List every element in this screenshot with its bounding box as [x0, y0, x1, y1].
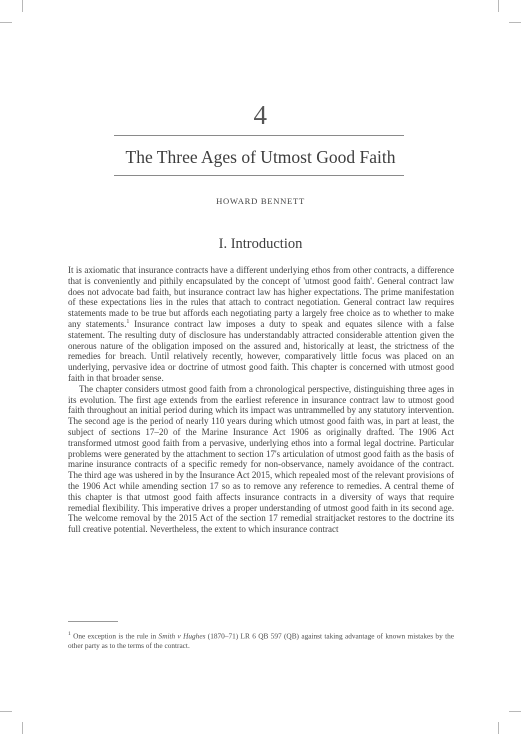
body-text: [68, 265, 454, 535]
footnote-text: One exception is the rule in: [70, 631, 159, 641]
paragraph: [68, 265, 454, 384]
footnote-ref[interactable]: 1: [126, 318, 130, 325]
footnote: [68, 630, 454, 651]
chapter-author: HOWARD BENNETT: [216, 196, 305, 206]
paragraph: The chapter considers utmost good faith from a chronological perspective, distinguishing three ages in its evolution. The first age extends from the earliest reference in insurance contract law to utmost good faith throughout an initial period during which its impact was untrammelled by any statutory intervention. The second age is the period of nearly 110 years during which utmost good faith was, in part at least, the subject of sections 17–20 of the Marine Insurance Act 1906 as originally drafted. The 1906 Act transformed utmost good faith from a pervasive, underlying ethos into a formal legal doctrine. Particular problems were generated by the attachment to section 17's articulation of utmost good faith as the basis of marine insurance contracts of a specific remedy for non-observance, namely avoidance of the contract. The third age was ushered in by the Insurance Act 2015, which repealed most of the relevant provisions of the 1906 Act while amending section 17 so as to remove any reference to remedies. A central theme of this chapter is that utmost good faith affects insurance contracts in a diversity of ways that require remedial flexibility. This imperative drives a proper understanding of utmost good faith in its second age. The welcome removal by the 2015 Act of the section 17 remedial straitjacket restores to the doctrine its full creative potential. Nevertheless, the extent to which insurance contract: [68, 383, 454, 535]
chapter-number: 4: [253, 100, 268, 130]
case-name: Smith v Hughes: [158, 631, 206, 641]
paragraph-text: It is axiomatic that insurance contracts have a different underlying ethos from other contracts, a difference that is conveniently and pithily encapsulated by the concept of 'utmost good faith'. General contract law does not advocate bad faith, but insurance contract law has higher expectations. The prime manifestation of these expectations lies in the rules that attach to contract negotiation. General contract law requires statements made to be true but affords each negotiating party a largely free choice as to whether to make any statements.: [68, 265, 454, 329]
paragraph-text: Insurance contract law imposes a duty to speak and equates silence with a false statement. The resulting duty of disclosure has understandably attracted considerable attention given the onerous nature of the obligation imposed on the assured and, historically at least, the strictness of the remedies for breach. Until relatively recently, however, comparatively little focus was placed on an underlying, pervasive idea or doctrine of utmost good faith. This chapter is concerned with utmost good faith in that broader sense.: [68, 318, 454, 383]
section-heading: I. Introduction: [218, 236, 303, 252]
footnote-mark: 1: [68, 631, 71, 637]
title-rule-bottom: [114, 175, 404, 176]
chapter-title: The Three Ages of Utmost Good Faith: [125, 147, 396, 167]
footnote-separator: [68, 621, 118, 622]
title-rule-top: [114, 135, 404, 136]
footnote-text: (1870–71) LR 6 QB 597 (QB) against taking advantage of known mistakes by the other party as to the terms of the contract.: [68, 631, 454, 651]
